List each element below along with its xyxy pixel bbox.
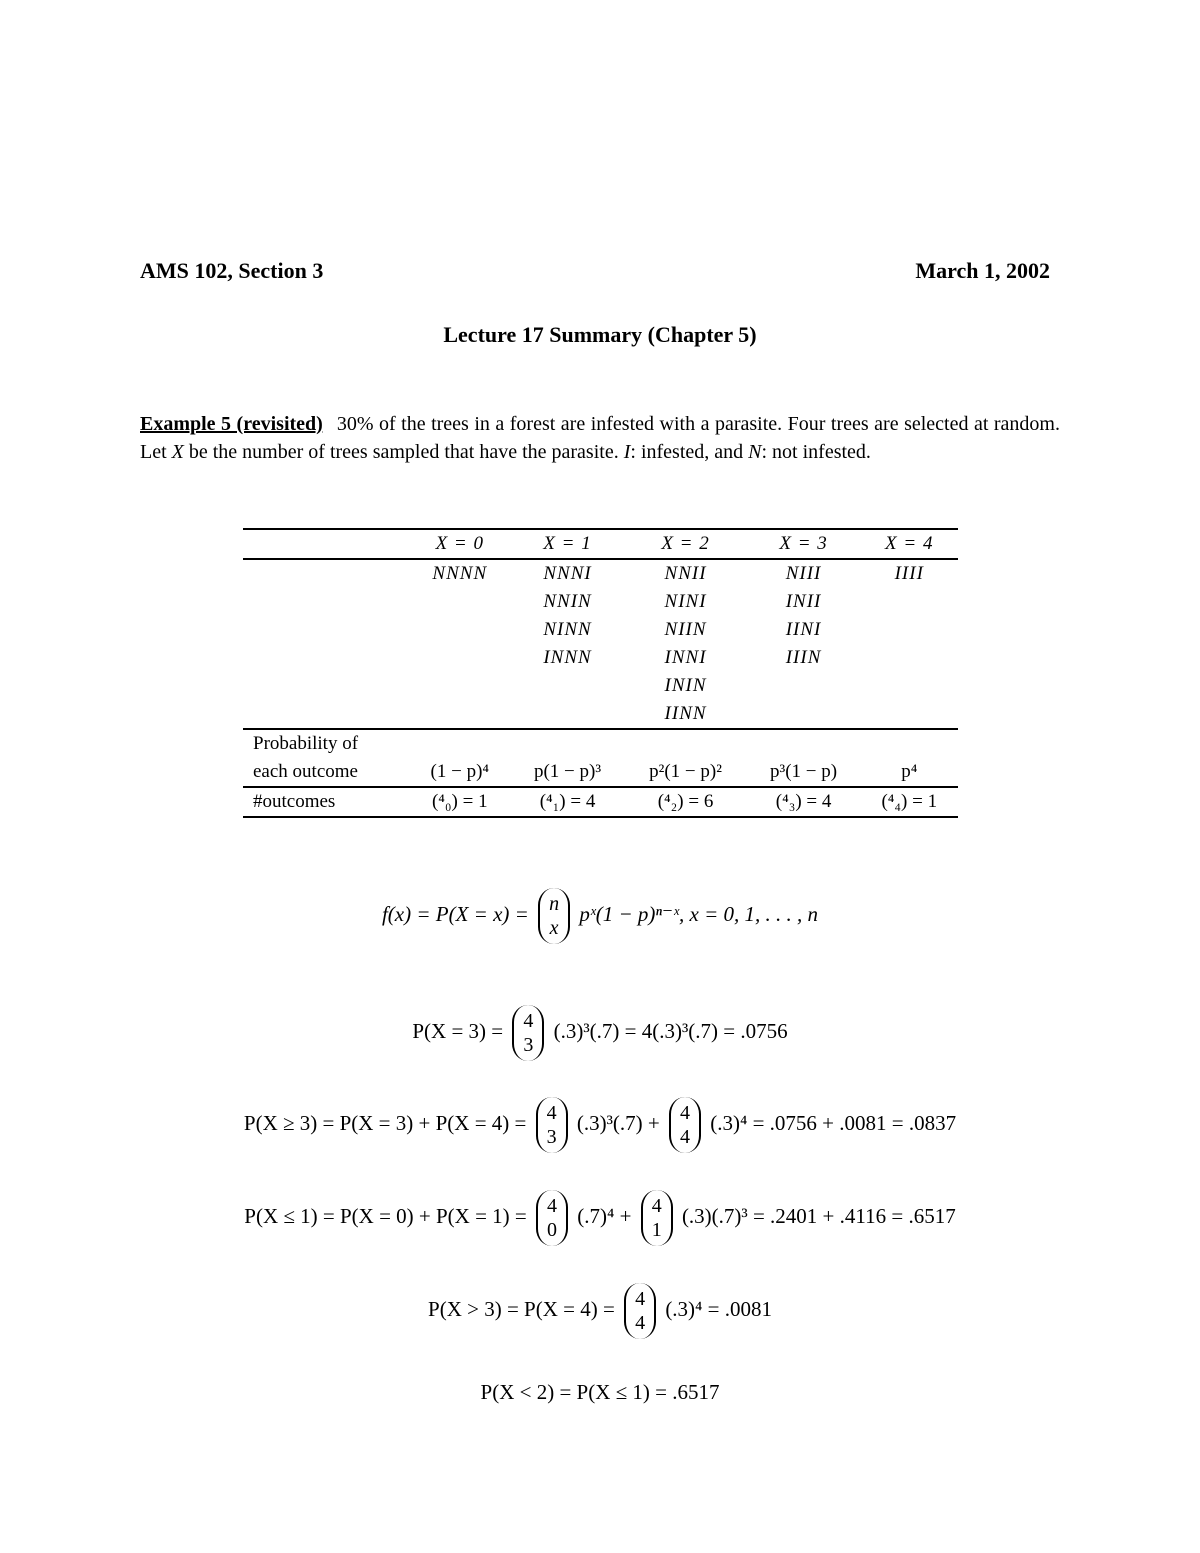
outcome: NNII xyxy=(664,563,707,584)
probability-cell: p⁴ xyxy=(901,761,918,782)
pmf-formula xyxy=(0,888,1200,944)
outcome-list xyxy=(511,559,625,729)
outcome: NIIN xyxy=(664,619,707,640)
eq2-left: P(X ≥ 3) = P(X = 3) + P(X = 4) = xyxy=(243,1110,527,1135)
var-x: X xyxy=(171,441,184,463)
binomial-coefficient xyxy=(641,1190,673,1246)
binom-top: 4 xyxy=(651,1195,662,1217)
eq1-right: (.3)³(.7) = 4(.3)³(.7) = .0756 xyxy=(553,1018,788,1043)
binom-top: 4 xyxy=(635,1288,646,1310)
example-text-4: : not infested. xyxy=(761,441,871,463)
outcome: NINN xyxy=(543,619,592,640)
outcomes-table xyxy=(243,528,958,818)
outcome: IINI xyxy=(785,619,822,640)
outcome: NINI xyxy=(664,591,707,612)
binomial-coefficient xyxy=(669,1097,701,1153)
probability-cell: p(1 − p)³ xyxy=(533,761,602,782)
example-label: Example 5 (revisited) xyxy=(140,413,323,435)
col-header: X = 2 xyxy=(624,529,746,559)
outcome: IIIN xyxy=(785,647,822,668)
count-cell: (⁴₄) = 1 xyxy=(861,787,958,817)
pmf-right: pˣ(1 − p)ⁿ⁻ˣ, x = 0, 1, . . . , n xyxy=(579,901,819,926)
pmf-left: f(x) = P(X = x) = xyxy=(381,901,529,926)
binom-bottom: 0 xyxy=(547,1219,558,1241)
binomial-coefficient xyxy=(512,1005,544,1061)
prob-label-1: Probability of xyxy=(243,729,409,758)
equation-3 xyxy=(0,1190,1200,1246)
outcome-list xyxy=(624,559,746,729)
count-cell: (⁴₃) = 4 xyxy=(747,787,861,817)
binom-bottom: 3 xyxy=(523,1034,534,1056)
equation-5: P(X < 2) = P(X ≤ 1) = .6517 xyxy=(480,1380,720,1404)
col-header: X = 4 xyxy=(861,529,958,559)
eq3-mid: (.7)⁴ + xyxy=(577,1203,632,1228)
binom-bottom: x xyxy=(549,917,559,939)
outcome: IINN xyxy=(664,703,707,724)
outcome: NIII xyxy=(785,563,822,584)
binom-top: n xyxy=(549,893,560,915)
outcome: NNNN xyxy=(432,563,488,584)
eq2-right: (.3)⁴ = .0756 + .0081 = .0837 xyxy=(710,1110,957,1135)
col-header: X = 0 xyxy=(409,529,511,559)
probability-cell: p³(1 − p) xyxy=(770,761,838,782)
outcome: ININ xyxy=(664,675,707,696)
binom-top: 4 xyxy=(523,1010,534,1032)
example-text-3: : infested, and xyxy=(630,441,749,463)
example-paragraph xyxy=(140,410,1060,466)
table-corner xyxy=(243,529,409,559)
count-label: #outcomes xyxy=(243,787,409,817)
count-cell: (⁴₀) = 1 xyxy=(409,787,511,817)
binom-top: 4 xyxy=(546,1102,557,1124)
eq2-mid: (.3)³(.7) + xyxy=(576,1110,660,1135)
page-title: Lecture 17 Summary (Chapter 5) xyxy=(443,322,757,347)
outcome-list xyxy=(747,559,861,729)
eq3-right: (.3)(.7)³ = .2401 + .4116 = .6517 xyxy=(681,1203,956,1228)
count-cell: (⁴₁) = 4 xyxy=(511,787,625,817)
eq4-left: P(X > 3) = P(X = 4) = xyxy=(428,1296,615,1321)
binomial-coefficient xyxy=(538,888,570,944)
equation-1 xyxy=(0,1005,1200,1061)
outcome: INNN xyxy=(543,647,592,668)
eq1-left: P(X = 3) = xyxy=(412,1018,504,1043)
equation-4 xyxy=(0,1283,1200,1339)
outcome: IIII xyxy=(894,563,924,584)
example-text-1: 30% of the trees in a forest are infested with a parasite. Four trees are selected at random. Let xyxy=(140,413,1060,463)
binomial-coefficient xyxy=(624,1283,656,1339)
var-n: N xyxy=(748,441,762,463)
col-header: X = 1 xyxy=(511,529,625,559)
example-text-2: be the number of trees sampled that have the parasite. xyxy=(183,441,624,463)
binomial-coefficient xyxy=(536,1097,568,1153)
eq3-left: P(X ≤ 1) = P(X = 0) + P(X = 1) = xyxy=(244,1203,527,1228)
binom-bottom: 4 xyxy=(635,1312,646,1334)
probability-cell: (1 − p)⁴ xyxy=(430,761,490,782)
outcome: INII xyxy=(785,591,822,612)
binom-top: 4 xyxy=(547,1195,558,1217)
binom-bottom: 3 xyxy=(546,1126,557,1148)
outcome: NNNI xyxy=(543,563,592,584)
outcome: NNIN xyxy=(543,591,592,612)
var-i: I xyxy=(623,441,631,463)
date-header: March 1, 2002 xyxy=(915,258,1050,283)
outcome-list xyxy=(409,559,511,729)
probability-cell: p²(1 − p)² xyxy=(649,761,722,782)
binom-top: 4 xyxy=(680,1102,691,1124)
eq4-right: (.3)⁴ = .0081 xyxy=(665,1296,772,1321)
course-header: AMS 102, Section 3 xyxy=(140,258,324,283)
equation-2 xyxy=(0,1097,1200,1153)
col-header: X = 3 xyxy=(747,529,861,559)
prob-label-2: each outcome xyxy=(253,761,358,782)
binom-bottom: 4 xyxy=(680,1126,691,1148)
outcome-list xyxy=(861,559,958,729)
binomial-coefficient xyxy=(536,1190,568,1246)
outcome: INNI xyxy=(664,647,707,668)
count-cell: (⁴₂) = 6 xyxy=(624,787,746,817)
binom-bottom: 1 xyxy=(651,1219,662,1241)
